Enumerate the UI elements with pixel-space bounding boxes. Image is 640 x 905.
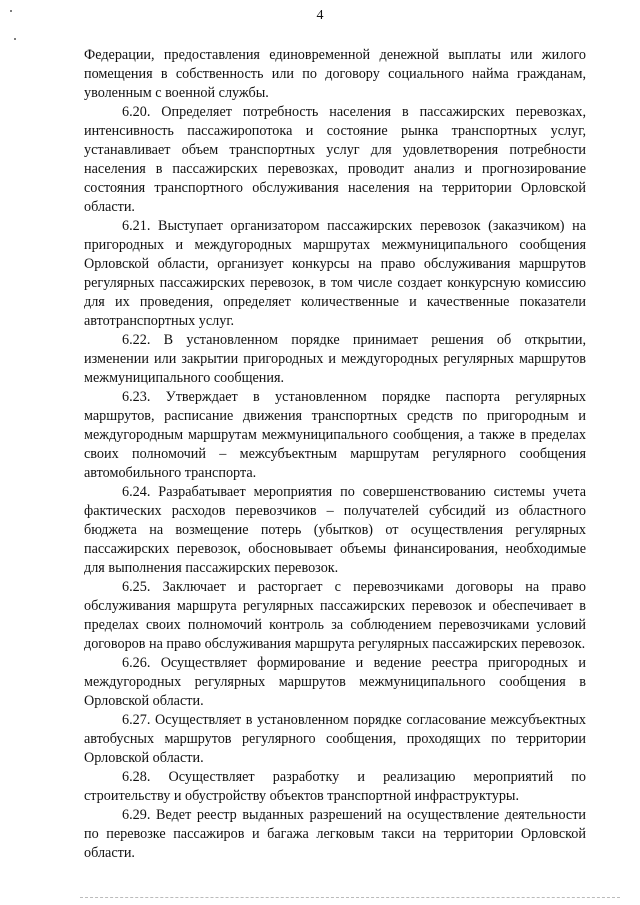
paragraph-6-26: 6.26. Осуществляет формирование и ведение реестра пригородных и междугородных регулярных маршрутов межмуниципального сообщения в Орловской области. — [84, 655, 586, 709]
paragraph-6-23: 6.23. Утверждает в установленном порядке паспорта регулярных маршрутов, расписание движения транспортных средств по пригородным и междугородным маршрутам межмуниципального сообщения, а также в пределах своих полномочий – межсубъектным маршрутам регулярного сообщения автомобильного транспорта. — [84, 389, 586, 481]
paragraph-6-20: 6.20. Определяет потребность населения в пассажирских перевозках, интенсивность пассажиропотока и состояние рынка транспортных услуг, устанавливает объем транспортных услуг для удовлетворения потребности населения в пассажирских перевозках, проводит анализ и прогнозирование состояния транспортного обслуживания населения на территории Орловской области. — [84, 104, 586, 215]
page-number: 4 — [316, 8, 324, 23]
paragraph-6-27: 6.27. Осуществляет в установленном порядке согласование межсубъектных автобусных маршрутов регулярного сообщения, проходящих по территории Орловской области. — [84, 712, 586, 766]
paragraph-6-24: 6.24. Разрабатывает мероприятия по совершенствованию системы учета фактических расходов перевозчиков – получателей субсидий из областного бюджета на возмещение потерь (убытков) от осуществления регулярных пассажирских перевозок, обосновывает объемы финансирования, необходимые для выполнения пассажирских перевозок. — [84, 484, 586, 576]
paragraph-6-29: 6.29. Ведет реестр выданных разрешений на осуществление деятельности по перевозке пассажиров и багажа легковым такси на территории Орловской области. — [84, 807, 586, 861]
scan-bottom-edge — [80, 897, 620, 899]
paragraph-6-28: 6.28. Осуществляет разработку и реализацию мероприятий по строительству и обустройству объектов транспортной инфраструктуры. — [84, 769, 586, 804]
scan-speck — [10, 10, 12, 12]
paragraph-6-22: 6.22. В установленном порядке принимает решения об открытии, изменении или закрытии пригородных и междугородных регулярных маршрутов межмуниципального сообщения. — [84, 332, 586, 386]
document-body — [84, 46, 586, 863]
paragraph-continuation: Федерации, предоставления единовременной денежной выплаты или жилого помещения в собственность или по договору социального найма гражданам, уволенным с военной службы. — [84, 47, 586, 101]
paragraph-6-21: 6.21. Выступает организатором пассажирских перевозок (заказчиком) на пригородных и междугородных маршрутах межмуниципального сообщения Орловской области, организует конкурсы на право обслуживания маршрутов регулярных пассажирских перевозок, в том числе создает конкурсную комиссию для их проведения, определяет количественные и качественные показатели автотранспортных услуг. — [84, 218, 586, 329]
paragraph-6-25: 6.25. Заключает и расторгает с перевозчиками договоры на право обслуживания маршрута регулярных пассажирских перевозок и обеспечивает в пределах своих полномочий контроль за соблюдением перевозчиками условий договоров на право обслуживания маршрута регулярных пассажирских перевозок. — [84, 579, 586, 652]
scan-speck — [14, 38, 16, 40]
